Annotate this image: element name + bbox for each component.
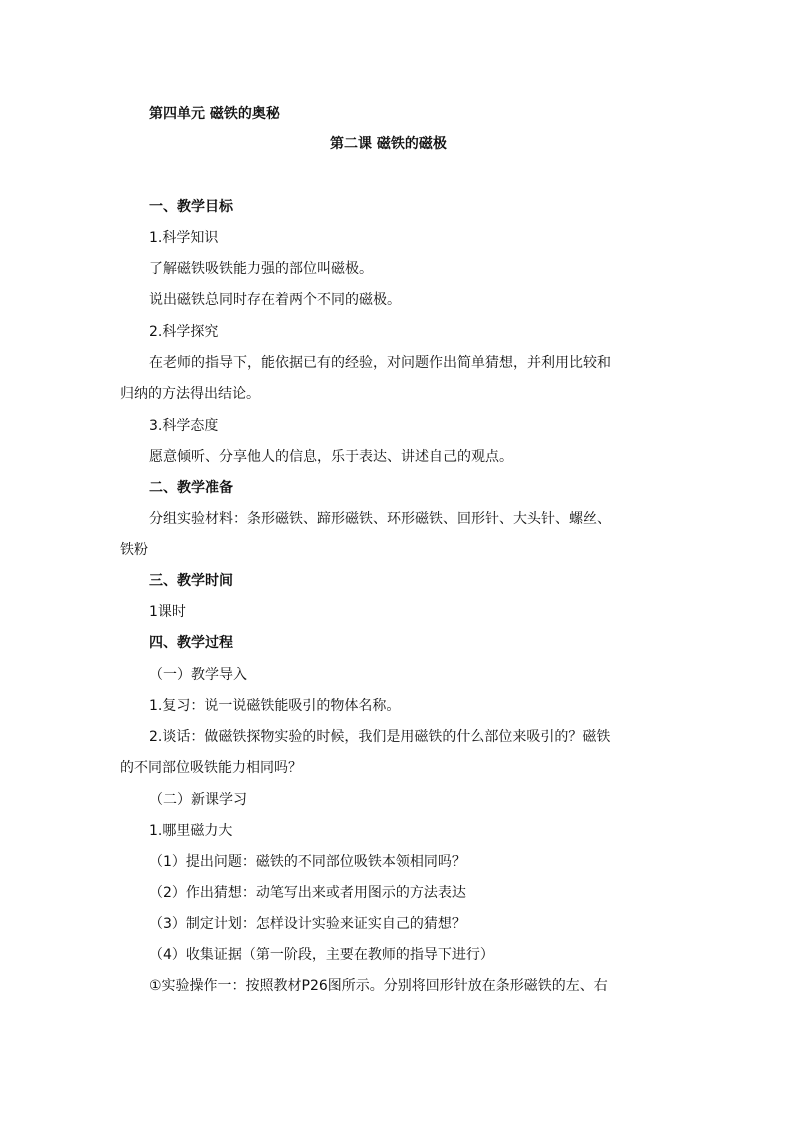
- paragraph-line: 铁粉: [120, 542, 148, 558]
- paragraph-line: 愿意倾听、分享他人的信息，乐于表达、讲述自己的观点。: [149, 449, 513, 465]
- subheading-science-knowledge: 1.科学知识: [149, 230, 219, 246]
- paragraph-line: 在老师的指导下，能依据已有的经验，对问题作出简单猜想，并利用比较和: [149, 355, 611, 371]
- paragraph-line: （2）作出猜想：动笔写出来或者用图示的方法表达: [149, 885, 466, 901]
- subheading-new-lesson: （二）新课学习: [149, 792, 247, 808]
- paragraph-line: 了解磁铁吸铁能力强的部位叫磁极。: [149, 261, 373, 277]
- paragraph-line: （1）提出问题：磁铁的不同部位吸铁本领相同吗？: [149, 854, 466, 870]
- paragraph-line: 2.谈话：做磁铁探物实验的时候，我们是用磁铁的什么部位来吸引的？磁铁: [149, 729, 611, 745]
- section-heading-time: 三、教学时间: [149, 573, 233, 589]
- lesson-title: 第二课 磁铁的磁极: [330, 136, 447, 152]
- paragraph-line: 1.哪里磁力大: [149, 823, 233, 839]
- paragraph-line: 归纳的方法得出结论。: [120, 386, 260, 402]
- paragraph-line: 说出磁铁总同时存在着两个不同的磁极。: [149, 292, 401, 308]
- paragraph-line: 1.复习：说一说磁铁能吸引的物体名称。: [149, 698, 401, 714]
- subheading-science-attitude: 3.科学态度: [149, 418, 219, 434]
- subheading-introduction: （一）教学导入: [149, 667, 247, 683]
- paragraph-line: ①实验操作一：按照教材P26图所示。分别将回形针放在条形磁铁的左、右: [149, 978, 608, 994]
- paragraph-line: 的不同部位吸铁能力相同吗？: [120, 760, 302, 776]
- paragraph-line: （3）制定计划：怎样设计实验来证实自己的猜想？: [149, 916, 466, 932]
- unit-title: 第四单元 磁铁的奥秘: [149, 106, 280, 122]
- paragraph-line: （4）收集证据（第一阶段，主要在教师的指导下进行）: [149, 947, 494, 963]
- paragraph-line: 分组实验材料：条形磁铁、蹄形磁铁、环形磁铁、回形针、大头针、螺丝、: [149, 511, 611, 527]
- subheading-science-inquiry: 2.科学探究: [149, 324, 219, 340]
- section-heading-preparation: 二、教学准备: [149, 480, 233, 496]
- section-heading-process: 四、教学过程: [149, 635, 233, 651]
- paragraph-line: 1课时: [149, 604, 186, 620]
- section-heading-objectives: 一、教学目标: [149, 199, 233, 215]
